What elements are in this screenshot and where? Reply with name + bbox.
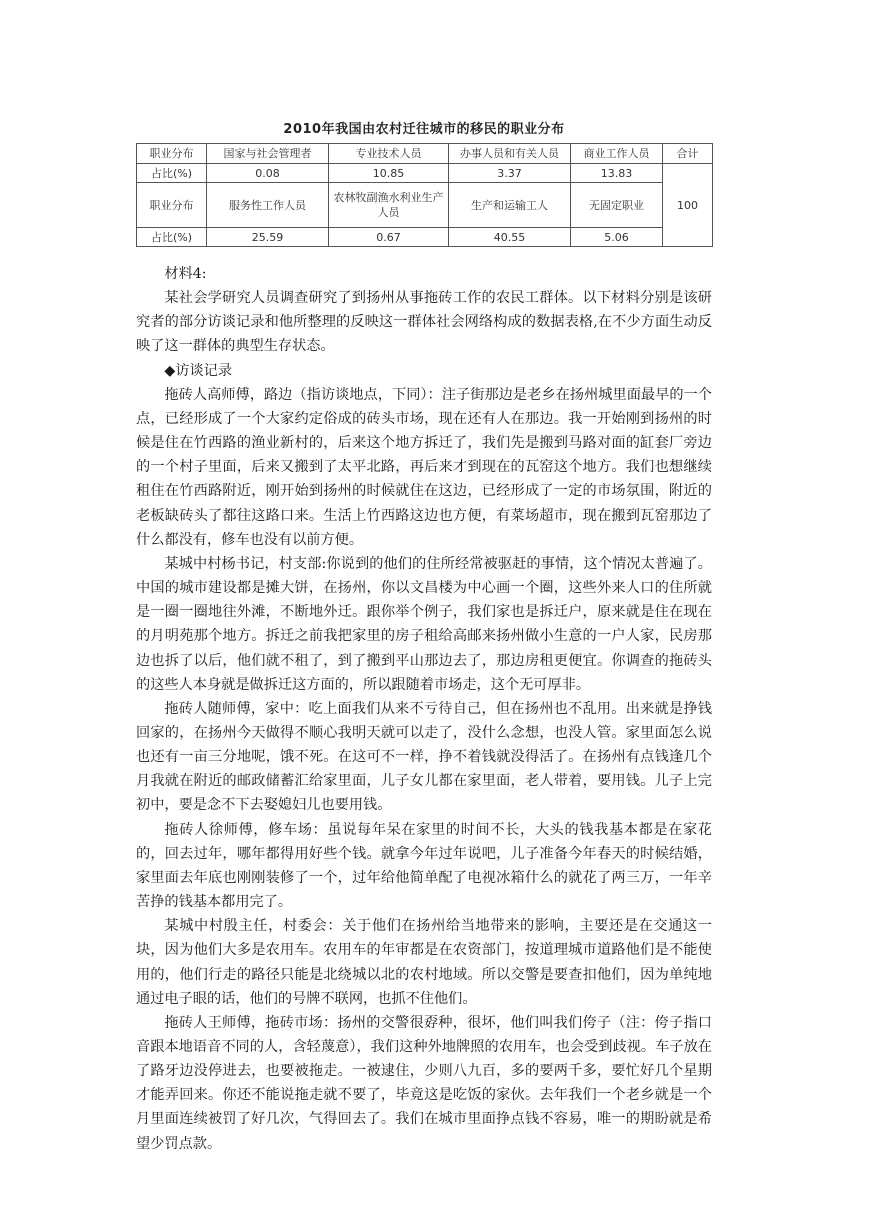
table-cell: 40.55 (449, 228, 571, 247)
interview-paragraph: 拖砖人王师傅，拖砖市场：扬州的交警很孬种，很坏，他们叫我们侉子（注：侉子指口音跟本地语音不同的人，含轻蔑意），我们这种外地牌照的农用车，也会受到歧视。车子放在了路牙边没停进去，也要被拖走。一被逮住，少则八九百，多的要两千多，要忙好几个星期才能弄回来。你还不能说拖走就不要了，毕竟这是吃饭的家伙。去年我们一个老乡就是一个月里面连续被罚了好几次，气得回去了。我们在城市里面挣点钱不容易，唯一的期盼就是希望少罚点款。 (136, 1014, 712, 1152)
table-cell: 服务性工作人员 (207, 183, 329, 228)
total-cell: 100 (663, 164, 713, 247)
table-cell: 无固定职业 (571, 183, 663, 228)
table-title: 2010年我国由农村迁往城市的移民的职业分布 (283, 122, 565, 137)
material-intro: 某社会学研究人员调查研究了到扬州从事拖砖工作的农民工群体。以下材料分别是该研究者的部分访谈记录和他所整理的反映这一群体社会网络构成的数据表格,在不少方面生动反映了这一群体的典型生存状态。 (136, 290, 712, 355)
interview-paragraph: 某城中村杨书记，村支部:你说到的他们的住所经常被驱赶的事情，这个情况太普遍了。中国的城市建设都是摊大饼，在扬州，你以文昌楼为中心画一个圈，这些外来人口的住所就是一圈一圈地往外滩，不断地外迁。跟你举个例子，我们家也是拆迁户，原来就是住在现在的月明苑那个地方。拆迁之前我把家里的房子租给高邮来扬州做小生意的一户人家，民房那边也拆了以后，他们就不租了，到了搬到平山那边去了，那边房租更便宜。你调查的拖砖头的这些人本身就是做拆迁这方面的，所以跟随着市场走，这个无可厚非。 (136, 555, 712, 693)
table-cell: 合计 (663, 144, 713, 164)
table-cell: 专业技术人员 (329, 144, 449, 164)
table-cell: 农林牧副渔水利业生产人员 (329, 183, 449, 228)
interview-paragraph: 拖砖人随师傅，家中：吃上面我们从来不亏待自己，但在扬州也不乱用。出来就是挣钱回家的，在扬州今天做得不顺心我明天就可以走了，没什么念想，也没人管。家里面怎么说也还有一亩三分地呢，饿不死。在这可不一样，挣不着钱就没得活了。在扬州有点钱逢几个月我就在附近的邮政储蓄汇给家里面，儿子女儿都在家里面，老人带着，要用钱。儿子上完初中，要是念不下去娶媳妇儿也要用钱。 (136, 700, 712, 814)
interview-paragraph: 拖砖人高师傅，路边（指访谈地点，下同）：注子街那边是老乡在扬州城里面最早的一个点，已经形成了一个大家约定俗成的砖头市场，现在还有人在那边。我一开始刚到扬州的时候是住在竹西路的渔业新村的，后来这个地方拆迁了，我们先是搬到马路对面的缸套厂旁边的一个村子里面，后来又搬到了太平北路，再后来才到现在的瓦窑这个地方。我们也想继续租住在竹西路附近，刚开始到扬州的时候就住在这边，已经形成了一定的市场氛围，附近的老板缺砖头了都往这路口来。生活上竹西路这边也方便，有菜场超市，现在搬到瓦窑那边了什么都没有，修车也没有以前方便。 (136, 386, 712, 548)
table-cell: 0.08 (207, 164, 329, 183)
table-cell: 3.37 (449, 164, 571, 183)
table-cell: 办事人员和有关人员 (449, 144, 571, 164)
section-title: ◆访谈记录 (164, 362, 233, 379)
table-cell: 占比(%) (137, 164, 207, 183)
occupation-distribution-table (136, 143, 713, 247)
material-body (136, 262, 712, 1156)
interview-paragraph: 某城中村殷主任，村委会：关于他们在扬州给当地带来的影响，主要还是在交通这一块，因为他们大多是农用车。农用车的年审都是在农资部门，按道理城市道路他们是不能使用的，他们行走的路径只能是北绕城以北的农村地域。所以交警是要查扣他们，因为单纯地通过电子眼的话，他们的号牌不联网，也抓不住他们。 (136, 918, 712, 1007)
table-row (137, 228, 713, 247)
table-cell: 0.67 (329, 228, 449, 247)
table-cell: 10.85 (329, 164, 449, 183)
occupation-table-section (136, 118, 712, 247)
table-cell: 5.06 (571, 228, 663, 247)
table-cell: 25.59 (207, 228, 329, 247)
material-heading: 材料4: (164, 266, 207, 282)
table-cell: 占比(%) (137, 228, 207, 247)
table-row (137, 164, 713, 183)
table-row (137, 144, 713, 164)
table-cell: 生产和运输工人 (449, 183, 571, 228)
table-cell: 职业分布 (137, 183, 207, 228)
table-cell: 商业工作人员 (571, 144, 663, 164)
table-cell: 国家与社会管理者 (207, 144, 329, 164)
table-cell: 13.83 (571, 164, 663, 183)
interview-paragraph: 拖砖人徐师傅，修车场：虽说每年呆在家里的时间不长，大头的钱我基本都是在家花的，回去过年，哪年都得用好些个钱。就拿今年过年说吧，儿子准备今年春天的时候结婚，家里面去年底也刚刚装修了一个，过年给他简单配了电视冰箱什么的就花了两三万，一年辛苦挣的钱基本都用完了。 (136, 821, 712, 911)
table-cell: 职业分布 (137, 144, 207, 164)
table-row (137, 183, 713, 228)
